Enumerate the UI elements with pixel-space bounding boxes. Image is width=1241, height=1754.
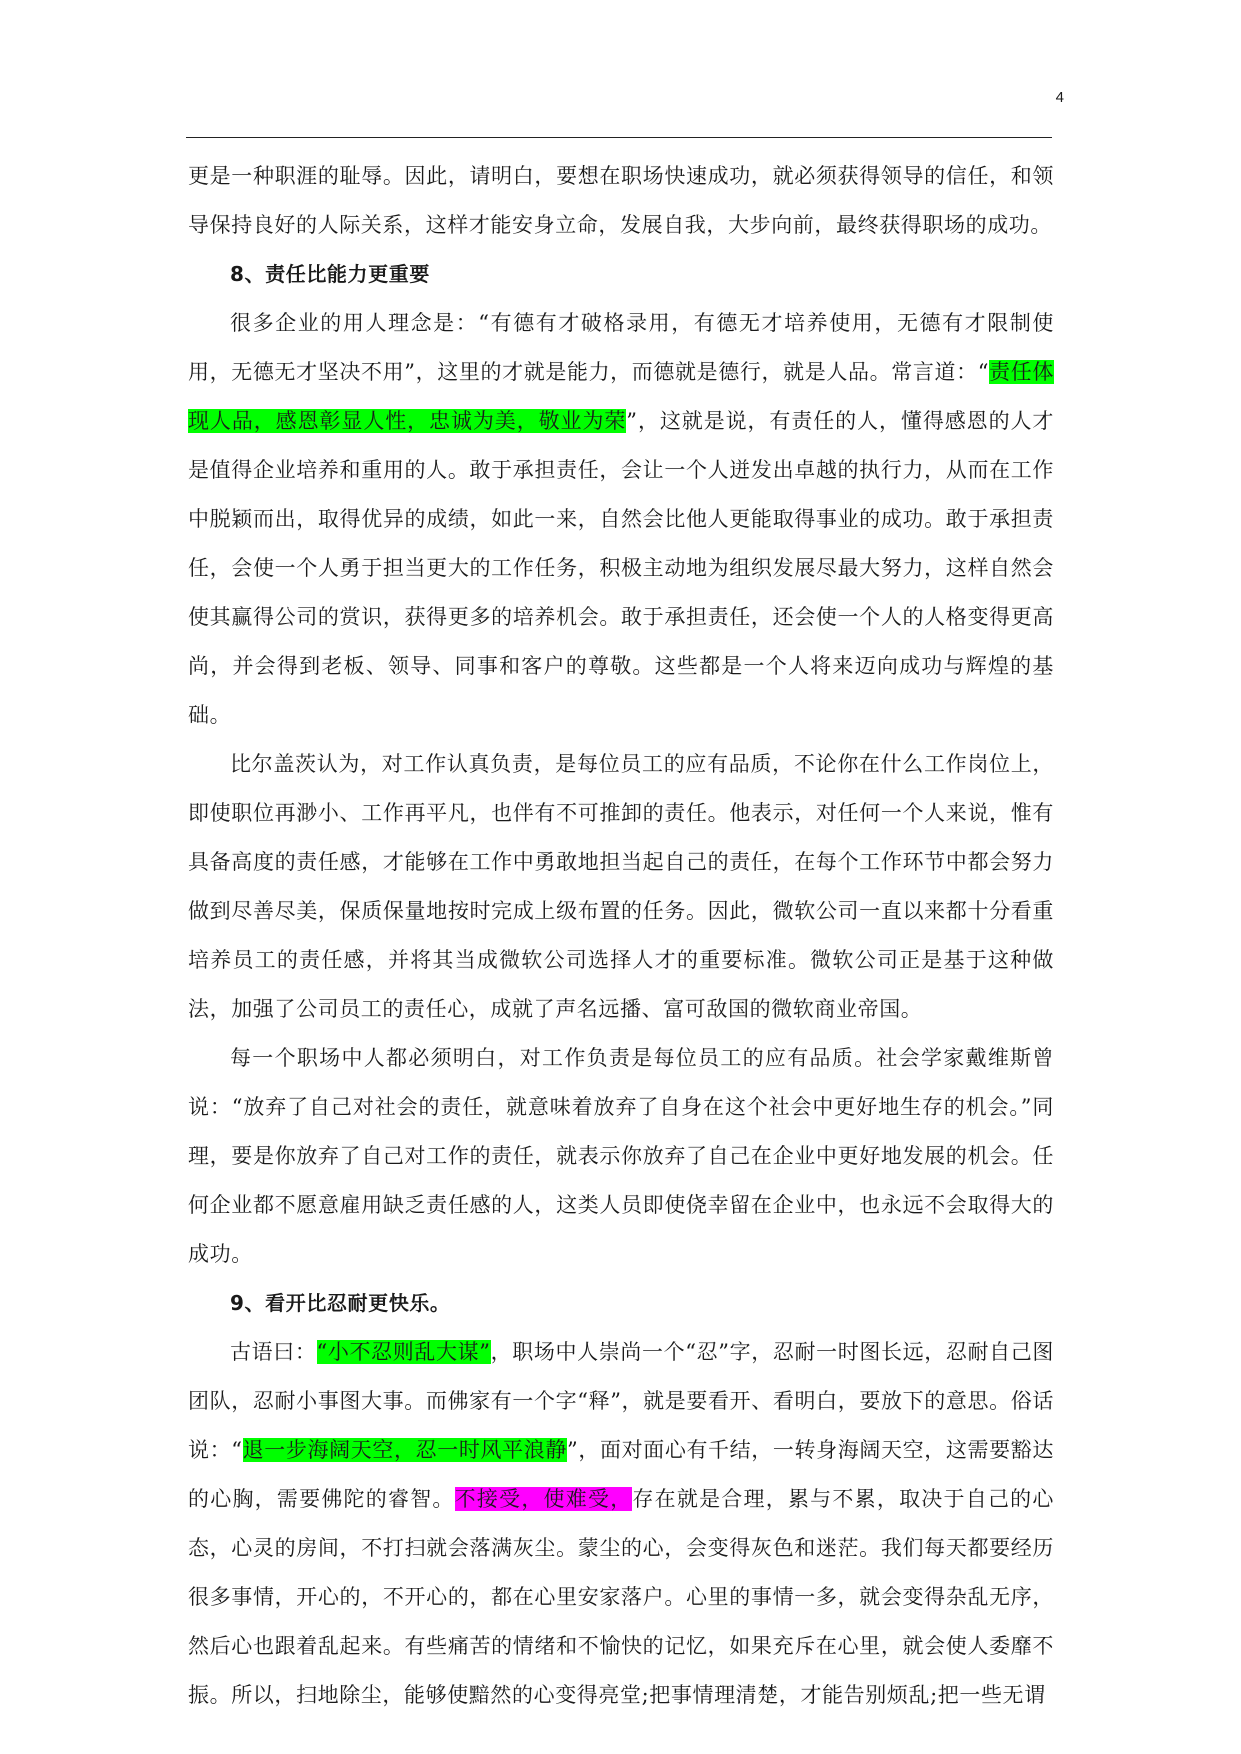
text-run: 很多企业的用人理念是：“有德有才破格录用，有德无才培养使用，无德有才限制使用，无德无才坚决不用”，这里的才就是能力，而德就是德行，就是人品。常言道：“ — [188, 311, 1054, 384]
section-heading-9: 9、看开比忍耐更快乐。 — [230, 1291, 451, 1315]
paragraph — [188, 299, 1054, 740]
text-run: 存在就是合理，累与不累，取决于自己的心态，心灵的房间，不打扫就会落满灰尘。蒙尘的心，会变得灰色和迷茫。我们每天都要经历很多事情，开心的，不开心的，都在心里安家落户。心里的事情一多，就会变得杂乱无序，然后心也跟着乱起来。有些痛苦的情绪和不愉快的记忆，如果充斥在心里，就会使人委靡不振。所以，扫地除尘，能够使黯然的心变得亮堂;把事情理清楚，才能告别烦乱;把一些无谓 — [188, 1487, 1054, 1707]
page-number: 4 — [1055, 89, 1064, 106]
paragraph: 比尔盖茨认为，对工作认真负责，是每位员工的应有品质，不论你在什么工作岗位上，即使职位再渺小、工作再平凡，也伴有不可推卸的责任。他表示，对任何一个人来说，惟有具备高度的责任感，才能够在工作中勇敢地担当起自己的责任，在每个工作环节中都会努力做到尽善尽美，保质保量地按时完成上级布置的任务。因此，微软公司一直以来都十分看重培养员工的责任感，并将其当成微软公司选择人才的重要标准。微软公司正是基于这种做法，加强了公司员工的责任心，成就了声名远播、富可敌国的微软商业帝国。 — [188, 752, 1054, 1021]
highlighted-phrase: 不接受，使难受， — [454, 1487, 633, 1511]
document-body — [188, 152, 1054, 1720]
paragraph: 每一个职场中人都必须明白，对工作负责是每位员工的应有品质。社会学家戴维斯曾说：“放弃了自己对社会的责任，就意味着放弃了自身在这个社会中更好地生存的机会。”同理，要是你放弃了自己对工作的责任，就表示你放弃了自己在企业中更好地发展的机会。任何企业都不愿意雇用缺乏责任感的人，这类人员即使侥幸留在企业中，也永远不会取得大的成功。 — [188, 1046, 1054, 1266]
highlighted-quote: 责任体现人品，感恩彰显人性，忠诚为美，敬业为荣 — [188, 360, 1054, 433]
paragraph: 更是一种职涯的耻辱。因此，请明白，要想在职场快速成功，就必须获得领导的信任，和领导保持良好的人际关系，这样才能安身立命，发展自我，大步向前，最终获得职场的成功。 — [188, 164, 1054, 237]
section-heading-8: 8、责任比能力更重要 — [230, 262, 430, 286]
text-run: ”，面对面心有千结，一转身海阔天空，这需要豁达的心胸，需要佛陀的睿智。 — [188, 1438, 1055, 1511]
text-run: 古语曰： — [230, 1340, 317, 1364]
highlighted-quote: 退一步海阔天空，忍一时风平浪静 — [242, 1438, 567, 1462]
header-rule — [186, 137, 1052, 138]
highlighted-quote: “小不忍则乱大谋” — [316, 1340, 491, 1364]
paragraph — [188, 1328, 1054, 1720]
text-run: ”，这就是说，有责任的人，懂得感恩的人才是值得企业培养和重用的人。敢于承担责任，会让一个人迸发出卓越的执行力，从而在工作中脱颖而出，取得优异的成绩，如此一来，自然会比他人更能取得事业的成功。敢于承担责任，会使一个人勇于担当更大的工作任务，积极主动地为组织发展尽最大努力，这样自然会使其赢得公司的赏识，获得更多的培养机会。敢于承担责任，还会使一个人的人格变得更高尚，并会得到老板、领导、同事和客户的尊敬。这些都是一个人将来迈向成功与辉煌的基础。 — [188, 409, 1055, 727]
text-run: ，职场中人崇尚一个“忍”字，忍耐一时图长远，忍耐自己图团队，忍耐小事图大事。而佛家有一个字“释”，就是要看开、看明白，要放下的意思。俗话说：“ — [188, 1340, 1055, 1462]
